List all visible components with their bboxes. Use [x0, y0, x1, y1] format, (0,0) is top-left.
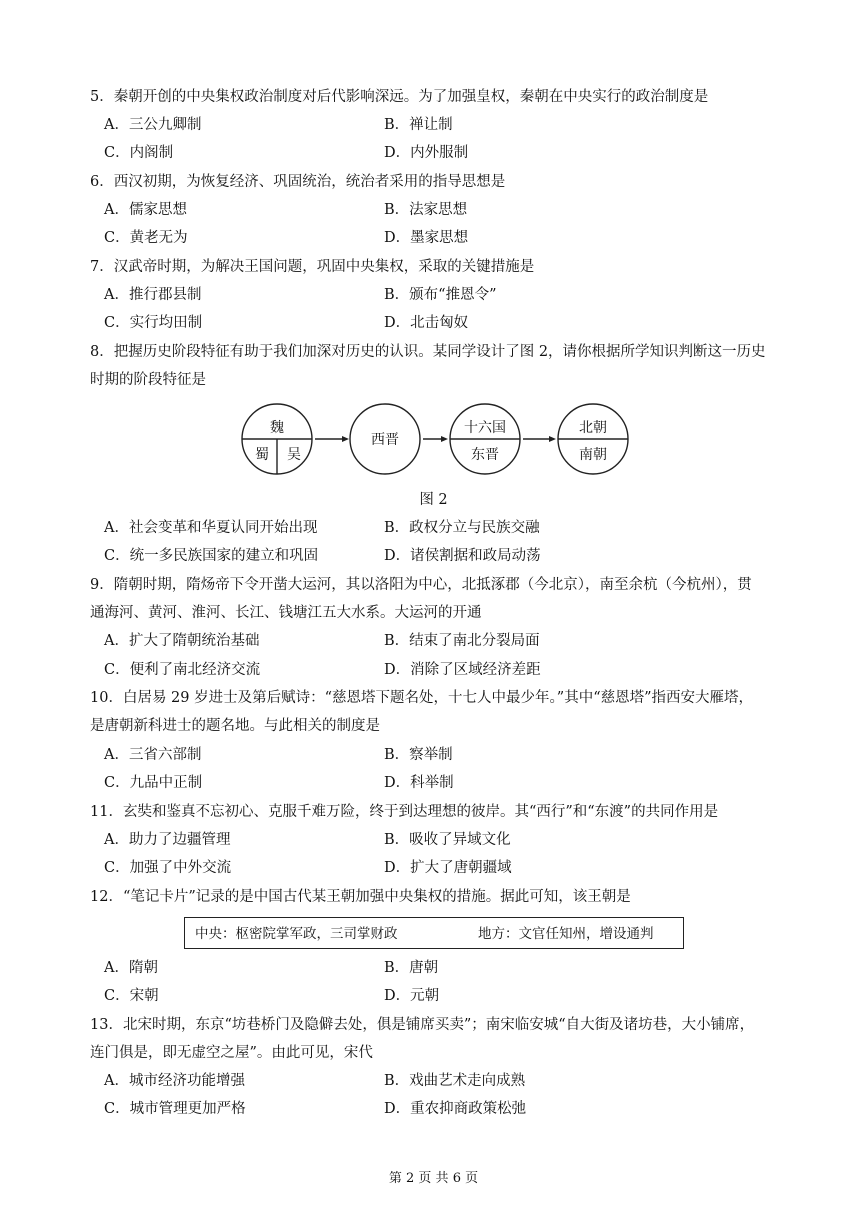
question-6-option-d: D．墨家思想 — [384, 230, 469, 246]
question-7-option-c: C．实行均田制 — [104, 315, 203, 331]
question-10-option-d: D．科举制 — [384, 775, 454, 791]
label-sixteen-kingdoms: 十六国 — [464, 420, 506, 436]
question-11-option-c: C．加强了中外交流 — [104, 860, 232, 876]
label-wei: 魏 — [270, 420, 284, 436]
question-13-option-b: B．戏曲艺术走向成熟 — [384, 1073, 526, 1089]
question-5-option-a: A．三公九卿制 — [104, 117, 202, 133]
page-footer: 第 2 页 共 6 页 — [388, 1171, 479, 1186]
question-6-option-a: A．儒家思想 — [104, 202, 187, 218]
label-southern-dynasties: 南朝 — [579, 447, 607, 463]
question-5-option-c: C．内阁制 — [104, 145, 174, 161]
figure-2-diagram — [240, 402, 632, 476]
question-13-option-a: A．城市经济功能增强 — [104, 1073, 245, 1089]
question-9-option-a: A．扩大了隋朝统治基础 — [104, 633, 260, 649]
question-13-option-d: D．重农抑商政策松弛 — [384, 1101, 527, 1117]
question-11-option-a: A．助力了边疆管理 — [104, 832, 231, 848]
question-8-option-a: A．社会变革和华夏认同开始出现 — [104, 520, 318, 536]
question-12-stem: 12．“笔记卡片”记录的是中国古代某王朝加强中央集权的措施。据此可知，该王朝是 — [90, 889, 631, 905]
question-7-option-b: B．颁布“推恩令” — [384, 287, 497, 303]
question-8-option-c: C．统一多民族国家的建立和巩固 — [104, 548, 319, 564]
figure-caption: 图 2 — [419, 492, 448, 508]
question-12-option-b: B．唐朝 — [384, 960, 439, 976]
question-11-option-d: D．扩大了唐朝疆域 — [384, 860, 512, 876]
question-7-option-d: D．北击匈奴 — [384, 315, 469, 331]
label-wu: 吴 — [287, 447, 301, 463]
question-13-option-c: C．城市管理更加严格 — [104, 1101, 246, 1117]
question-9-option-c: C．便利了南北经济交流 — [104, 662, 261, 678]
question-8-option-b: B．政权分立与民族交融 — [384, 520, 540, 536]
question-13-stem-line-1: 13．北宋时期，东京“坊巷桥门及隐僻去处，俱是铺席买卖”；南宋临安城“自大街及诸坊巷，大小铺席， — [90, 1017, 755, 1033]
note-card-local: 地方：文官任知州，增设通判 — [478, 926, 654, 942]
arrow-icon — [549, 436, 556, 442]
question-6-stem: 6．西汉初期，为恢复经济、巩固统治，统治者采用的指导思想是 — [90, 174, 506, 190]
question-7-option-a: A．推行郡县制 — [104, 287, 202, 303]
arrow-icon — [342, 436, 349, 442]
question-9-option-b: B．结束了南北分裂局面 — [384, 633, 540, 649]
label-western-jin: 西晋 — [371, 432, 399, 448]
question-13-stem-line-2: 连门俱是，即无虚空之屋”。由此可见，宋代 — [90, 1045, 373, 1061]
question-7-stem: 7．汉武帝时期，为解决王国问题，巩固中央集权，采取的关键措施是 — [90, 259, 535, 275]
note-card — [184, 917, 684, 949]
question-5-option-b: B．禅让制 — [384, 117, 453, 133]
question-9-stem-line-2: 通海河、黄河、淮河、长江、钱塘江五大水系。大运河的开通 — [90, 605, 482, 621]
question-12-option-a: A．隋朝 — [104, 960, 158, 976]
question-10-option-c: C．九品中正制 — [104, 775, 203, 791]
label-northern-dynasties: 北朝 — [579, 420, 607, 436]
question-8-stem-line-1: 8．把握历史阶段特征有助于我们加深对历史的认识。某同学设计了图 2，请你根据所学知识判断这一历史 — [90, 344, 766, 360]
note-card-central: 中央：枢密院掌军政，三司掌财政 — [195, 926, 398, 942]
question-6-option-c: C．黄老无为 — [104, 230, 188, 246]
question-9-stem-line-1: 9．隋朝时期，隋炀帝下令开凿大运河，其以洛阳为中心，北抵涿郡（今北京），南至余杭（今杭州），贯 — [90, 577, 752, 593]
question-5-stem: 5．秦朝开创的中央集权政治制度对后代影响深远。为了加强皇权，秦朝在中央实行的政治制度是 — [90, 89, 709, 105]
arrow-icon — [441, 436, 448, 442]
label-shu: 蜀 — [255, 447, 269, 463]
question-11-option-b: B．吸收了异域文化 — [384, 832, 511, 848]
question-10-stem-line-1: 10．白居易 29 岁进士及第后赋诗：“慈恩塔下题名处，十七人中最少年。”其中“慈恩塔”指西安大雁塔， — [90, 690, 754, 706]
question-5-option-d: D．内外服制 — [384, 145, 469, 161]
question-10-option-a: A．三省六部制 — [104, 747, 202, 763]
question-12-option-c: C．宋朝 — [104, 988, 159, 1004]
question-12-option-d: D．元朝 — [384, 988, 440, 1004]
question-9-option-d: D．消除了区域经济差距 — [384, 662, 541, 678]
question-11-stem: 11．玄奘和鉴真不忘初心、克服千难万险，终于到达理想的彼岸。其“西行”和“东渡”的共同作用是 — [90, 804, 719, 820]
question-10-option-b: B．察举制 — [384, 747, 453, 763]
question-10-stem-line-2: 是唐朝新科进士的题名地。与此相关的制度是 — [90, 718, 380, 734]
question-8-stem-line-2: 时期的阶段特征是 — [90, 372, 206, 388]
question-6-option-b: B．法家思想 — [384, 202, 468, 218]
question-8-option-d: D．诸侯割据和政局动荡 — [384, 548, 541, 564]
label-eastern-jin: 东晋 — [471, 447, 499, 463]
